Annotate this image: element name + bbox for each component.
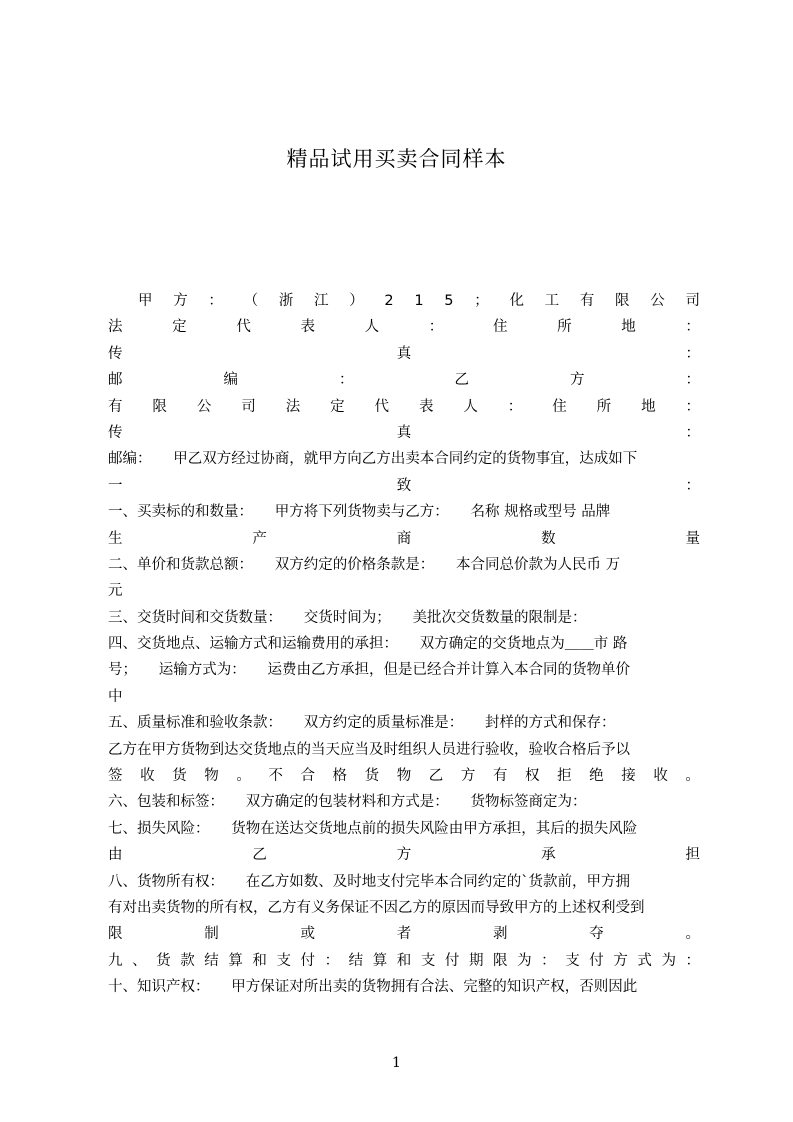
contract-char: 算 (372, 952, 388, 969)
contract-line (108, 314, 700, 340)
contract-line (108, 763, 700, 789)
contract-char: ： (685, 319, 700, 336)
contract-char: 收 (653, 768, 668, 785)
contract-char: 人 (364, 319, 380, 336)
contract-char: 物 (396, 768, 412, 785)
contract-char: 生 (108, 530, 123, 547)
contract-char: 有 (108, 398, 123, 415)
contract-line: 四、交货地点、运输方式和运输费用的承担： 双方确定的交货地点为＿＿市 路 (108, 636, 628, 653)
contract-char: ： (685, 477, 700, 494)
contract-char: 2 (384, 293, 394, 309)
contract-line: 七、损失风险： 货物在送达交货地点前的损失风险由甲方承担，其后的损失风险 (108, 820, 638, 837)
contract-char: 量 (685, 530, 700, 547)
contract-char: 乙 (454, 372, 469, 389)
contract-char: ） (349, 293, 364, 309)
contract-char: 付 (300, 952, 315, 969)
contract-line (108, 842, 700, 868)
contract-char: 有 (492, 768, 508, 785)
contract-line: 二、单价和货款总额： 双方约定的价格条款是： 本合同总价款为人民币 万 (108, 556, 621, 573)
contract-char: 和 (252, 952, 267, 969)
contract-char: 1 (414, 293, 424, 309)
contract-line: 三、交货时间和交货数量： 交货时间为； 美批次交货数量的限制是： (108, 609, 587, 626)
contract-char: ： (428, 319, 444, 336)
contract-char: ： (324, 952, 340, 969)
contract-char: 限 (108, 926, 123, 943)
contract-char: 公 (650, 293, 665, 309)
contract-char: 算 (228, 952, 243, 969)
contract-line (108, 394, 700, 420)
contract-char: 夺 (589, 926, 604, 943)
contract-char: ： (339, 372, 354, 389)
contract-char: 产 (252, 530, 267, 547)
contract-char: 限 (615, 293, 630, 309)
contract-char: 致 (396, 477, 412, 494)
contract-char: 方 (173, 293, 188, 309)
contract-char: 付 (589, 952, 604, 969)
contract-line: 元 (108, 583, 123, 600)
contract-char: 5 (444, 293, 454, 309)
contract-char: 式 (637, 952, 652, 969)
contract-line: 中 (108, 688, 123, 705)
contract-char: 制 (204, 926, 219, 943)
contract-char: 期 (468, 952, 484, 969)
contract-char: 传 (108, 424, 123, 441)
contract-char: 法 (108, 319, 123, 336)
contract-char: 绝 (589, 768, 604, 785)
contract-char: 地 (641, 398, 656, 415)
contract-char: 格 (332, 768, 348, 785)
contract-line: 邮编： 甲乙双方经过协商，就甲方向乙方出卖本合同约定的货物事宜，达成如下 (108, 451, 638, 468)
contract-char: 为 (517, 952, 532, 969)
contract-body (108, 288, 700, 1001)
contract-line: 六、包装和标签： 双方确定的包装材料和方式是： 货物标签商定为： (108, 794, 587, 811)
contract-char: 权 (525, 768, 540, 785)
contract-char: 付 (444, 952, 460, 969)
contract-char: 收 (140, 768, 155, 785)
contract-char: 商 (396, 530, 412, 547)
contract-char: 。 (685, 768, 700, 785)
contract-char: 地 (621, 319, 636, 336)
contract-char: 支 (420, 952, 436, 969)
contract-char: 法 (285, 398, 301, 415)
contract-line (108, 526, 700, 552)
contract-char: 表 (300, 319, 315, 336)
contract-char: 不 (268, 768, 283, 785)
contract-char: 。 (685, 926, 700, 943)
contract-char: 甲 (138, 293, 153, 309)
contract-char: 剥 (493, 926, 508, 943)
contract-char: 江 (314, 293, 329, 309)
contract-char: 编 (223, 372, 238, 389)
contract-line (108, 473, 700, 499)
contract-char: 人 (463, 398, 478, 415)
contract-char: 化 (509, 293, 524, 309)
contract-line: 五、质量标准和验收条款： 双方约定的质量标准是： 封样的方式和保存： (108, 715, 616, 732)
page-number: 1 (392, 1055, 401, 1071)
contract-line: 八、货物所有权： 在乙方如数、及时地支付完毕本合同约定的`货款前，甲方拥 (108, 873, 630, 890)
contract-char: 承 (541, 847, 556, 864)
contract-char: 款 (180, 952, 195, 969)
contract-char: 。 (236, 768, 251, 785)
contract-char: 乙 (428, 768, 444, 785)
contract-char: 代 (374, 398, 390, 415)
contract-line (108, 948, 700, 974)
contract-char: 真 (396, 345, 412, 362)
contract-char: ： (685, 372, 700, 389)
contract-char: 货 (364, 768, 380, 785)
contract-char: 限 (493, 952, 508, 969)
contract-char: 传 (108, 345, 123, 362)
contract-char: 结 (204, 952, 219, 969)
contract-char: 货 (172, 768, 187, 785)
contract-char: 数 (541, 530, 556, 547)
contract-char: 有 (579, 293, 595, 309)
contract-char: 住 (492, 319, 508, 336)
contract-line: 十、知识产权： 甲方保证对所出卖的货物拥有合法、完整的知识产权，否则因此 (108, 979, 638, 996)
contract-char: 代 (236, 319, 251, 336)
contract-char: 、 (132, 952, 147, 969)
contract-line (108, 921, 700, 947)
contract-char: 限 (152, 398, 167, 415)
contract-char: ： (685, 345, 700, 362)
contract-char: 浙 (278, 293, 294, 309)
contract-char: 工 (544, 293, 560, 309)
contract-char: 定 (330, 398, 345, 415)
contract-char: 一 (108, 477, 123, 494)
contract-char: 方 (460, 768, 476, 785)
contract-char: 和 (396, 952, 412, 969)
contract-char: 支 (565, 952, 580, 969)
contract-line (108, 420, 700, 446)
contract-char: 物 (204, 768, 219, 785)
contract-char: 者 (396, 926, 412, 943)
contract-char: 货 (156, 952, 171, 969)
contract-line: 有对出卖货物的所有权，乙方有义务保证不因乙方的原因而导致甲方的上述权利受到 (108, 899, 645, 916)
contract-char: （ (243, 293, 259, 309)
contract-char: 结 (348, 952, 364, 969)
contract-char: 司 (241, 398, 256, 415)
contract-char: 九 (108, 952, 123, 969)
contract-char: 签 (108, 768, 123, 785)
contract-char: ： (685, 398, 700, 415)
contract-line: 乙方在甲方货物到达交货地点的当天应当及时组织人员进行验收，验收合格后予以 (108, 741, 630, 758)
contract-char: 方 (613, 952, 628, 969)
contract-char: ： (685, 424, 700, 441)
contract-line (108, 288, 700, 314)
contract-char: 拒 (557, 768, 572, 785)
contract-char: 担 (685, 847, 700, 864)
contract-char: ： (507, 398, 523, 415)
contract-char: 邮 (108, 372, 123, 389)
document-title: 精品试用买卖合同样本 (286, 147, 507, 171)
contract-char: ： (208, 293, 223, 309)
contract-char: ： (685, 952, 700, 969)
contract-char: 或 (300, 926, 315, 943)
contract-char: ： (541, 952, 556, 969)
contract-char: 定 (172, 319, 187, 336)
contract-char: 方 (570, 372, 585, 389)
contract-char: 接 (621, 768, 636, 785)
contract-char: 为 (661, 952, 676, 969)
contract-char: ； (474, 293, 489, 309)
contract-char: 支 (276, 952, 291, 969)
contract-char: 所 (596, 398, 612, 415)
contract-char: 乙 (252, 847, 267, 864)
contract-char: 方 (396, 847, 412, 864)
contract-char: 表 (418, 398, 434, 415)
contract-line: 号； 运输方式为： 运费由乙方承担，但是已经合并计算入本合同的货物单价 (108, 662, 630, 679)
contract-char: 公 (196, 398, 212, 415)
contract-char: 司 (685, 293, 700, 309)
contract-line (108, 341, 700, 367)
contract-char: 住 (552, 398, 567, 415)
contract-char: 所 (557, 319, 572, 336)
contract-char: 由 (108, 847, 123, 864)
contract-char: 合 (300, 768, 315, 785)
contract-line (108, 367, 700, 393)
contract-line: 一、买卖标的和数量： 甲方将下列货物卖与乙方： 名称 规格或型号 品牌 (108, 504, 611, 521)
contract-char: 真 (396, 424, 412, 441)
